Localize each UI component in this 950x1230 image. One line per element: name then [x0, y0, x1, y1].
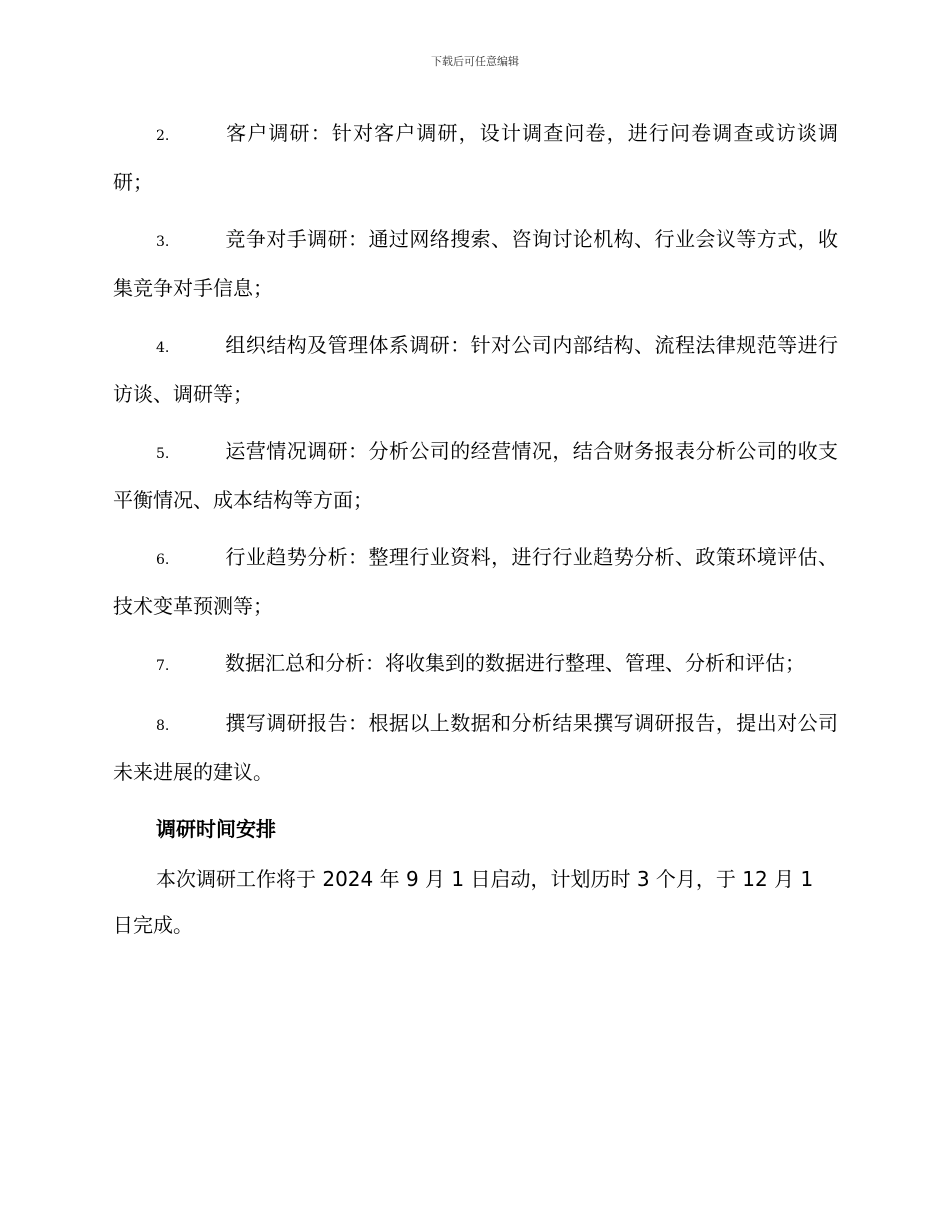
list-item-text: 行业趋势分析：整理行业资料，进行行业趋势分析、政策环境评估、技术变革预测等；: [113, 545, 838, 618]
list-item-number: 5.: [156, 446, 170, 462]
page-header: 下载后可任意编辑: [431, 55, 519, 68]
list-item-text: 组织结构及管理体系调研：针对公司内部结构、流程法律规范等进行访谈、调研等；: [113, 333, 838, 406]
list-item-text: 竞争对手调研：通过网络搜索、咨询讨论机构、行业会议等方式，收集竞争对手信息；: [113, 227, 838, 300]
list-item-text: 撰写调研报告：根据以上数据和分析结果撰写调研报告，提出对公司未来进展的建议。: [113, 711, 838, 784]
schedule-paragraph: 本次调研工作将于 2024 年 9 月 1 日启动，计划历时 3 个月，于 12 月 1 日完成。: [113, 867, 814, 937]
list-item-text: 运营情况调研：分析公司的经营情况，结合财务报表分析公司的收支平衡情况、成本结构等方面；: [113, 439, 838, 512]
list-item-text: 客户调研：针对客户调研，设计调查问卷，进行问卷调查或访谈调研；: [113, 121, 838, 194]
list-item-number: 8.: [156, 718, 170, 734]
list-item: [113, 216, 838, 311]
list-item: [113, 534, 838, 629]
list-item: [113, 700, 838, 795]
list-item: [113, 640, 838, 689]
list-item: [113, 428, 838, 523]
list-item-number: 3.: [156, 234, 170, 250]
list-item-text: 数据汇总和分析：将收集到的数据进行整理、管理、分析和评估；: [225, 651, 805, 675]
list-item-number: 4.: [156, 340, 170, 356]
section-heading: 调研时间安排: [156, 817, 276, 841]
document-body: [113, 110, 838, 948]
list-item: [113, 322, 838, 417]
list-item-number: 2.: [156, 128, 170, 144]
list-item-number: 7.: [156, 658, 170, 674]
list-item: [113, 110, 838, 205]
list-item-number: 6.: [156, 552, 170, 568]
